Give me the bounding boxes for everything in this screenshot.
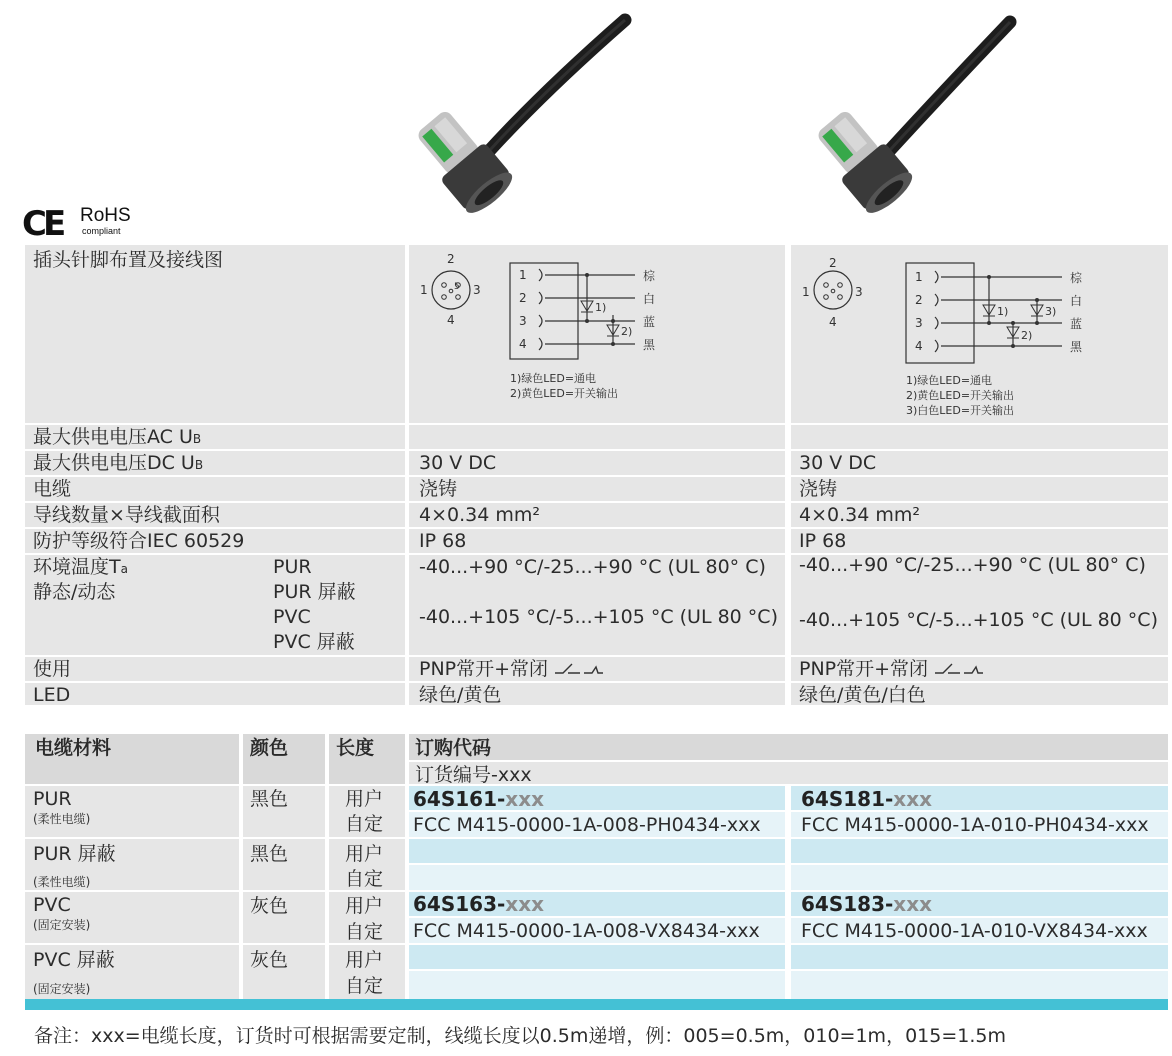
temperature-label: 环境温度Ta [33,556,128,578]
pin-number: 3 [855,285,863,299]
header-order-code: 订购代码 [415,737,492,759]
pin-number: 1 [802,285,810,299]
material-name: PUR [33,788,72,810]
spec-row-use [25,657,1168,681]
length-value: 用户 [345,949,384,971]
header-length: 长度 [336,737,375,759]
pur-shield-label: PUR 屏蔽 [273,581,356,603]
pin-number: 1 [915,270,923,284]
pin-number: 2 [447,252,455,266]
material-name: PUR 屏蔽 [33,843,116,865]
header-cell-bg [409,734,1168,760]
cable-value-1: 浇铸 [419,478,458,500]
pin-face-icon [814,271,852,309]
led-note: 2)黄色LED=开关输出 [906,389,1015,402]
spec-row-dc [25,451,1168,475]
pin-face-icon [432,271,470,309]
pin-number: 3 [519,314,527,328]
wire-color-label: 蓝 [1070,317,1083,331]
led-note: 2)黄色LED=开关输出 [510,387,619,400]
spec-row-wires [25,503,1168,527]
pin-layout-label: 插头针脚布置及接线图 [33,249,224,271]
led-value-2: 绿色/黄色/白色 [799,684,926,706]
color-value: 黑色 [250,788,289,810]
pin-number: 4 [829,315,837,329]
ip-label: 防护等级符合IEC 60529 [33,530,245,552]
order-code: 64S183-xxx [801,892,932,916]
wire-color-label: 蓝 [643,315,656,329]
cell-bg [791,477,1168,501]
material-name: PVC 屏蔽 [33,949,115,971]
cell-bg [791,425,1168,449]
cell-bg [791,945,1168,969]
wire-color-label: 黑 [643,338,656,352]
wires-value-1: 4×0.34 mm² [419,504,540,526]
material-note: (固定安装) [33,982,91,996]
rohs-compliant-text: compliant [82,226,121,236]
spec-row-cable [25,477,1168,501]
rohs-logo [80,206,131,236]
ip-value-2: IP 68 [799,530,847,552]
length-value: 自定 [345,975,384,997]
pin-number: 3 [915,316,923,330]
fcc-code: FCC M415-0000-1A-008-VX8434-xxx [413,920,760,942]
pvc-temp-value-2: -40...+105 °C/-5...+105 °C (UL 80 °C) [799,609,1158,631]
header-color: 颜色 [250,737,289,759]
diode-label: 1) [997,305,1009,318]
cell-bg [409,839,785,863]
dc-voltage-label: 最大供电电压DC UB [33,452,204,474]
diode-label: 1) [595,301,607,314]
rohs-text: RoHS [80,205,131,226]
order-code: 64S161-xxx [413,787,544,811]
wire-color-label: 白 [643,292,656,306]
ac-voltage-label: 最大供电电压AC UB [33,426,202,448]
pin-number: 2 [915,293,923,307]
cell-bg [25,657,405,681]
pin-number: 4 [915,339,923,353]
switch-symbol-icon [554,661,604,677]
wire-color-label: 黑 [1070,340,1083,354]
pin-number: 5 [454,282,460,292]
spec-row-pin-diagram [25,245,1168,423]
pvc-label: PVC [273,606,311,628]
led-label: LED [33,684,71,706]
spec-row-temperature [25,555,1168,655]
spec-row-ac [25,425,1168,449]
header-material: 电缆材料 [35,737,112,759]
cell-bg [791,839,1168,863]
cell-bg [791,971,1168,999]
ce-logo: CE [22,204,63,244]
dc-voltage-value-2: 30 V DC [799,452,877,474]
switch-symbol-icon [934,661,984,677]
cell-bg [25,683,405,705]
pin-number: 3 [473,283,481,297]
color-value: 灰色 [250,895,289,917]
pur-label: PUR [273,556,312,578]
pvc-temp-value-1: -40...+105 °C/-5...+105 °C (UL 80 °C) [419,606,778,628]
led-note: 1)绿色LED=通电 [510,372,597,385]
length-value: 自定 [345,868,384,890]
length-value: 自定 [345,813,384,835]
wiring-diagram-2 [797,249,1083,419]
length-value: 自定 [345,921,384,943]
material-note: (柔性电缆) [33,812,91,826]
pin-number: 1 [420,283,428,297]
static-dynamic-label: 静态/动态 [33,581,116,603]
cable-value-2: 浇铸 [799,478,838,500]
length-value: 用户 [345,788,384,810]
use-value-2: PNP常开+常闭 [799,657,984,682]
diode-label: 3) [1045,305,1057,318]
color-value: 黑色 [250,843,289,865]
fcc-code: FCC M415-0000-1A-008-PH0434-xxx [413,814,761,836]
diode-label: 2) [621,325,633,338]
bottom-accent-bar [25,999,1168,1010]
cell-bg [409,945,785,969]
use-label: 使用 [33,658,72,680]
fcc-code: FCC M415-0000-1A-010-VX8434-xxx [801,920,1148,942]
led-note: 1)绿色LED=通电 [906,374,993,387]
pvc-shield-label: PVC 屏蔽 [273,631,355,653]
wire-color-label: 白 [1070,294,1083,308]
cell-bg [791,865,1168,890]
order-code: 64S163-xxx [413,892,544,916]
cell-bg [409,477,785,501]
led-note: 3)白色LED=开关输出 [906,404,1015,417]
cell-bg [409,865,785,890]
dc-voltage-value-1: 30 V DC [419,452,497,474]
material-name: PVC [33,894,71,916]
pin-number: 1 [519,268,527,282]
pin-number: 4 [519,337,527,351]
material-note: (柔性电缆) [33,875,91,889]
color-value: 灰色 [250,949,289,971]
pur-temp-value-2: -40...+90 °C/-25...+90 °C (UL 80° C) [799,554,1146,576]
wire-color-label: 棕 [643,269,656,283]
material-note: (固定安装) [33,918,91,932]
cell-bg [791,529,1168,553]
cell-bg [409,971,785,999]
product-image-connector-1 [395,0,635,220]
footnote: 备注：xxx=电缆长度，订货时可根据需要定制，线缆长度以0.5m递增，例：005=0.5m，010=1m，015=1.5m [34,1025,1006,1047]
pin-number: 2 [829,256,837,270]
wires-label: 导线数量×导线截面积 [33,504,220,526]
cable-label: 电缆 [33,478,72,500]
ip-value-1: IP 68 [419,530,467,552]
cell-bg [25,477,405,501]
fcc-code: FCC M415-0000-1A-010-PH0434-xxx [801,814,1149,836]
diode-label: 2) [1021,329,1033,342]
wiring-diagram-1 [415,249,695,409]
pur-temp-value-1: -40...+90 °C/-25...+90 °C (UL 80° C) [419,556,766,578]
use-value-1: PNP常开+常闭 [419,657,604,682]
cell-bg [409,425,785,449]
pin-number: 2 [519,291,527,305]
length-value: 用户 [345,895,384,917]
wires-value-2: 4×0.34 mm² [799,504,920,526]
pin-number: 4 [447,313,455,327]
spec-row-led [25,683,1168,705]
spec-row-ip [25,529,1168,553]
length-value: 用户 [345,843,384,865]
product-image-connector-2 [795,0,1035,220]
led-value-1: 绿色/黄色 [419,684,502,706]
wire-color-label: 棕 [1070,271,1083,285]
order-number-label: 订货编号-xxx [415,764,532,786]
order-code: 64S181-xxx [801,787,932,811]
